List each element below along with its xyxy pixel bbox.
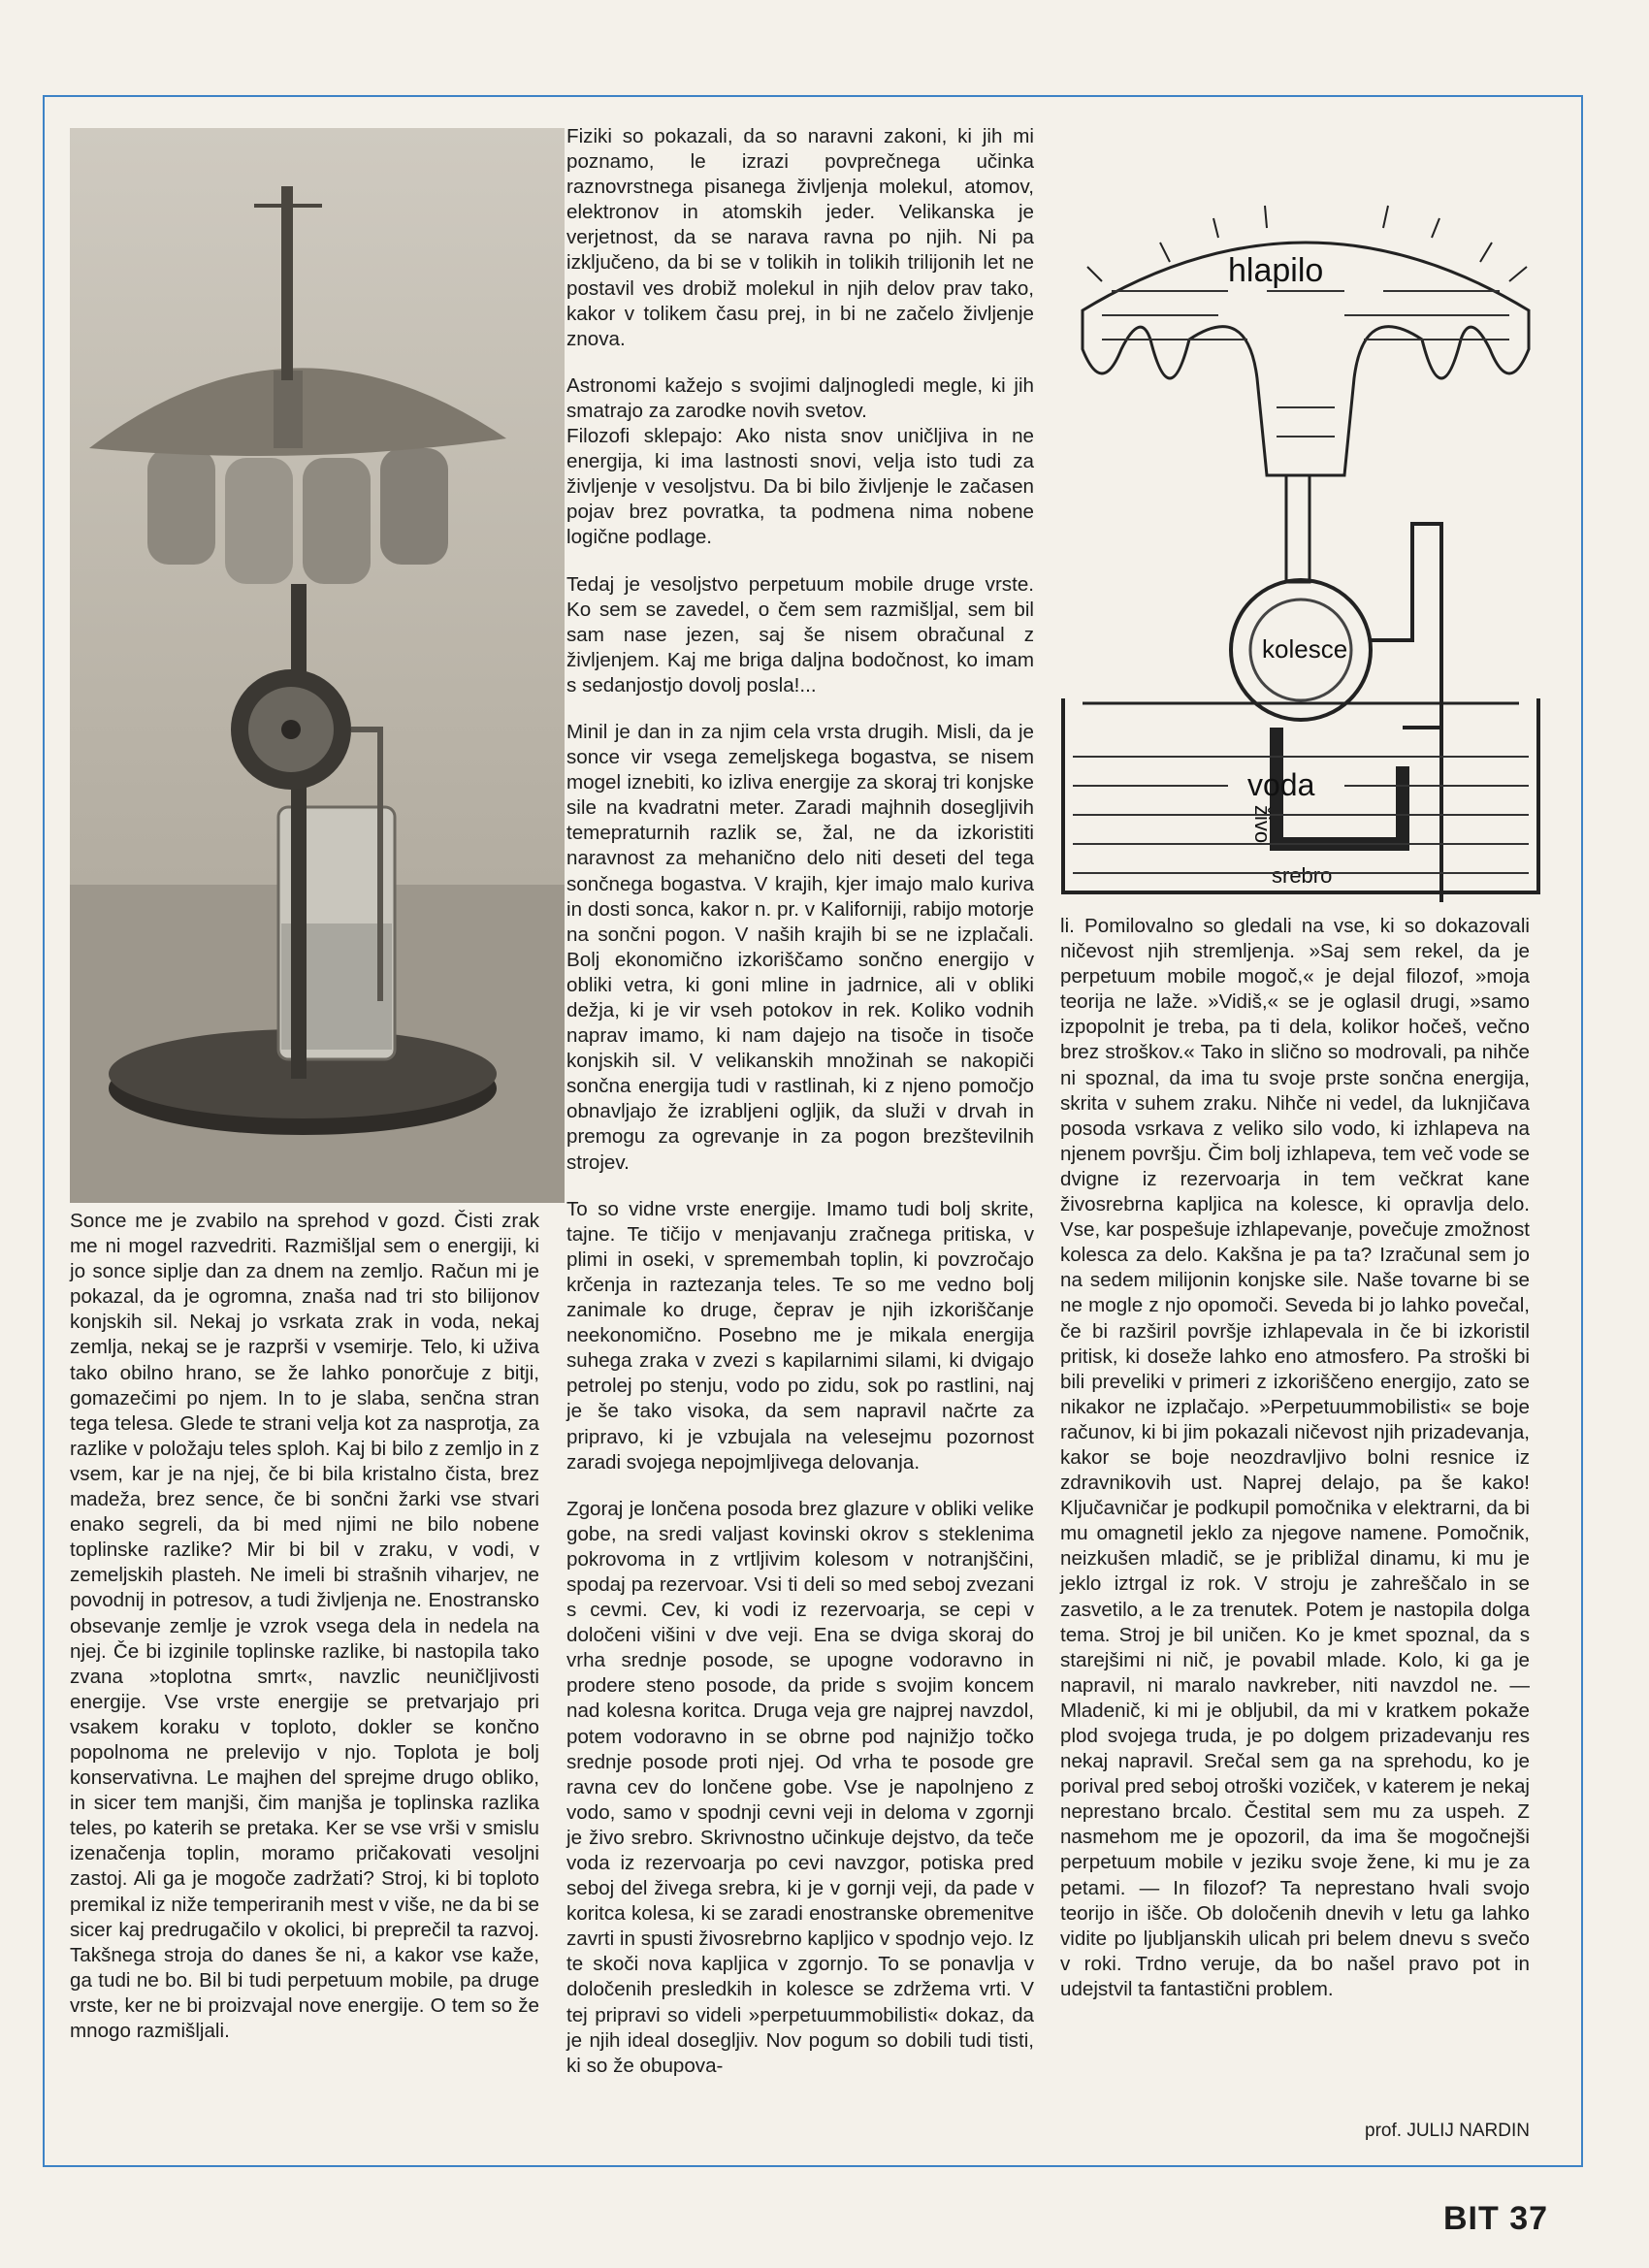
page-footer (1443, 2200, 1548, 2238)
label-zivo: živo (1250, 805, 1275, 844)
apparatus-photo (70, 128, 565, 1203)
author-signature: prof. JULIJ NARDIN (1365, 2121, 1530, 2141)
paragraph: Fiziki so pokazali, da so naravni zakoni, ki jih mi poznamo, le izrazi povprečnega učinka raznovrstnega pisanega življenja molekul, atomov, elektronov in atomskih jeder. Velikanska je verjetnost, da se narava ravna po njih. Ni pa izključeno, da bi se v tolikih in tolikih trilijonih let ne postavil ves drobiž molekul in njih delov prav tako, kakor v tolikem času prej, in bi ne začelo življenje znova. (566, 125, 1034, 350)
column-left (70, 1209, 539, 2065)
paragraph: Tedaj je vesoljstvo perpetuum mobile druge vrste. Ko sem se zavedel, o čem sem razmišljal, sem bil sam nase jezen, saj še nisem obračunal z življenjem. Kaj me briga daljna bodočnost, ko imam s sedanjostjo dovolj posla!... (566, 572, 1034, 697)
label-kolesce: kolesce (1262, 634, 1348, 664)
column-middle (566, 124, 1034, 2100)
page-number: 37 (1509, 2200, 1549, 2237)
label-hlapilo: hlapilo (1228, 252, 1324, 289)
paragraph: Zgoraj je lončena posoda brez glazure v obliki velike gobe, na sredi valjast kovinski okrov s steklenima pokrovoma in z vrtljivim kolesom v notranjščini, spodaj pa rezervoar. Vsi ti deli so med seboj zvezani s cevmi. Cev, ki vodi iz rezervoarja, se cepi v določeni višini v dve veji. Ena se dviga skoraj do vrha srednje posode, se upogne vodoravno in prodere steno posode, da pride s svojim koncem nad kolesna koritca. Druga veja gre najprej navzdol, potem vodoravno in se obrne pod najnižjo točko srednje posode proti njej. Od vrha te posode gre ravna cev do lončene gobe. Vse je napolnjeno z vodo, samo v spodnji cevni veji in deloma v zgornji je živo srebro. Skrivnostno učinkuje dejstvo, da teče voda iz rezervoarja po cevi navzgor, potiska pred seboj del živega srebra, ki je v gornji veji, da pade v koritca kolesa, ki se zaradi enostranske obremenitve zavrti in spusti živosrebrno kapljico v spodnjo vejo. Iz te skoči nova kapljica v zgornjo. To se ponavlja v določenih presledkih in kolesce se zdržema vrti. V tej pripravi so videli »perpetuummobilisti« dokaz, da je njih ideal dosegljiv. Nov pogum so dobili tudi tisti, ki so že obupova- (566, 1497, 1034, 2077)
label-voda: voda (1247, 767, 1315, 802)
paragraph: Minil je dan in za njim cela vrsta drugih. Misli, da je sonce vir vsega zemeljskega bogastva, se nisem mogel iznebiti, ko izliva energije za skoraj tri konjske sile na kvadratni meter. Zaradi majhnih dosegljivih temepraturnih razlik se, žal, ne da izkoristiti naravnost za mehanično delo niti deseti del tega sončnega bogastva. V krajih, kjer imajo malo kuriva in dosti sonca, kakor n. pr. v Kaliforniji, rabijo motorje na sončni pogon. V naših krajih bi se ne izplačali. Bolj ekonomično izkoriščamo sončno energijo v obliki vetra, ki goni mline in jadrnice, ali v obliki dežja, ki je vir vseh potokov in rek. Koliko vodnih naprav imamo, ki nam dajejo na tisoče in tisoče konjskih sil. V velikanskih množinah se nakopiči sončna energija tudi v rastlinah, ki z njeno pomočjo obnavljajo že izrabljeni ogljik, da služi v drvah in premogu za ogrevanje in za pogon brezštevilnih strojev. (566, 720, 1034, 1174)
reservoir-diagram (1053, 698, 1558, 912)
column-right (1060, 914, 1530, 2024)
paragraph: Astronomi kažejo s svojimi daljnogledi megle, ki jih smatrajo za zarodke novih svetov. (566, 373, 1034, 422)
paragraph: li. Pomilovalno so gledali na vse, ki so dokazovali ničevost njih stremljenja. »Saj sem rekel, da je perpetuum mobile mogoč,« je dejal filozof, »moja teorija ne laže. »Vidiš,« se je oglasil drugi, »samo izpopolnit je treba, pa ti dela, kolikor hočeš, večno brez stroškov.« Tako in slično so modrovali, pa nihče ni spoznal, da ima tu svoje prste sončna energija, skrita v suhem zraku. Nihče ni vedel, da luknjičava posoda vsrkava z veliko silo vodo, ki izhlapeva na njenem površju. Čim bolj izhlapeva, tem več vode se dvigne iz rezervoarja in tem večkrat kane živosrebrna kapljica na kolesce, ki opravlja delo. Vse, kar pospešuje izhlapevanje, povečuje zmožnost kolesca za delo. Kakšna je pa ta? Izračunal sem jo na sedem milijonin konjske sile. Naše tovarne bi se ne mogle z njo opomoči. Seveda bi jo lahko povečal, če bi razširil površje izhlapevala in če bi izkoristil pritisk, ki doseže lahko eno atmosfero. Pa stroški bi bili preveliki v primeri z izkoriščeno energijo, zato se nikakor ne izplačajo. »Perpetuummobilisti« se boje računov, ki bi jim pokazali ničevost njih prizadevanja, kakor se boje neozdravljivo bolni resnice iz zdravnikovih ust. Naprej delajo, pa še kako! Ključavničar je podkupil pomočnika v elektrarni, da bi mu omagnetil jeklo za njegove namene. Pomočnik, neizkušen mladič, se je približal dinamu, ki mu je jeklo iztrgal iz rok. V stroju je zahreščalo in se zasvetilo, a le za trenutek. Potem je nastopila dolga tema. Stroj je bil uničen. Ko je kmet spoznal, da s starejšimi ni nič, je povabil mlade. Kolo, ki ga je napravil, ni maralo navkreber, niti navzdol ne. — Mladenič, ki mi je obljubil, da mi v kratkem pokaže plod svojega truda, je po dolgem prizadevanju res nekaj napravil. Srečal sem ga na sprehodu, ko je porival pred seboj otroški voziček, v katerem je nekaj neprestano brcalo. Čestital sem mu za uspeh. Z nasmehom me je opozoril, da ima še mogočnejši perpetuum mobile v jeziku svoje žene, ki mu je za petami. — In filozof? Ta neprestano hvali svojo teorijo in išče. Ob določenih dnevih v letu ga lahko vidite po ljubljanskih ulicah pri belem dnevu s svečo v roki. Trdno veruje, da bo našel pravo pot in udejstvil ta fantastični problem. (1060, 915, 1530, 2000)
magazine-name: BIT (1443, 2200, 1500, 2237)
paragraph: Filozofi sklepajo: Ako nista snov uničljiva in ne energija, ki ima lastnosti snovi, velja isto tudi za življenje v vesoljstvu. Da bi bilo življenje le začasen pojav brez povratka, ta podmena nima nobene logične podlage. (566, 425, 1034, 549)
paragraph: To so vidne vrste energije. Imamo tudi bolj skrite, tajne. Te tičijo v menjavanju zračnega pritiska, v plimi in oseki, v spremembah toplin, ki povzročajo krčenja in raztezanja teles. Te so me vedno bolj zanimale ko druge, čeprav je njih izkoriščanje neekonomično. Posebno me je mikala energija suhega zraka v zvezi s kapilarnimi silami, ki dvigajo petrolej po stenju, vodo po zidu, sok po rastlini, naj je še tako visoka, da sem napravil načrte za pripravo, ki je vzbujala na velesejmu pozornost zaradi svojega nepojmljivega delovanja. (566, 1197, 1034, 1474)
paragraph: Sonce me je zvabilo na sprehod v gozd. Čisti zrak me ni mogel razvedriti. Razmišljal sem o energiji, ki jo sonce siplje dan za dnem na zemljo. Račun mi je pokazal, da je ogromna, znaša nad tri sto bilijonov konjskih sil. Nekaj jo vsrkata zrak in voda, nekaj zemlja, nekaj se je razprši v vsemirje. Telo, ki uživa tako obilno hrano, se že lahko ponorčuje z bitji, gomazečimi po njem. In to je slaba, senčna stran tega telesa. Glede te strani velja kot za nasprotja, za razlike v položaju teles sploh. Kaj bi bilo z zemljo in z vsem, kar je na njej, če bi bila kristalno čista, brez madeža, brez sence, če bi sončni žarki vse stvari enako segreli, da bi med njimi ne bilo nobene toplinske razlike? Mir bi bil v zraku, v vodi, v zemeljskih plasteh. Ne imeli bi strašnih viharjev, ne povodnij in potresov, a tudi življenja ne. Enostransko obsevanje zemlje je vzrok vsega dela in nedela na njej. Če bi izginile toplinske razlike, bi nastopila tako zvana »toplotna smrt«, navzlic neuničljivosti energije. Vse vrste energije se pretvarjajo pri vsakem koraku v toploto, dokler se končno popolnoma ne prelevijo v njo. Toplota je bolj konservativna. Le majhen del sprejme drugo obliko, in sicer tem manjši, čim manjša je toplinska razlika teles, po katerih se pretaka. Ker se vse vrši v smislu izenačenja toplin, moramo pričakovati vesoljni zastoj. Ali ga je mogoče zadržati? Stroj, ki bi toploto premikal iz niže temperiranih mest v više, ne da bi se sicer kaj predrugačilo v okolici, bi preprečil ta razvoj. Takšnega stroja do danes še ni, a kakor vse kaže, ga tudi ne bo. Bil bi tudi perpetuum mobile, pa druge vrste, ker ne bi proizvajal nove energije. O tem so že mnogo razmišljali. (70, 1210, 539, 2042)
label-srebro: srebro (1272, 863, 1333, 888)
